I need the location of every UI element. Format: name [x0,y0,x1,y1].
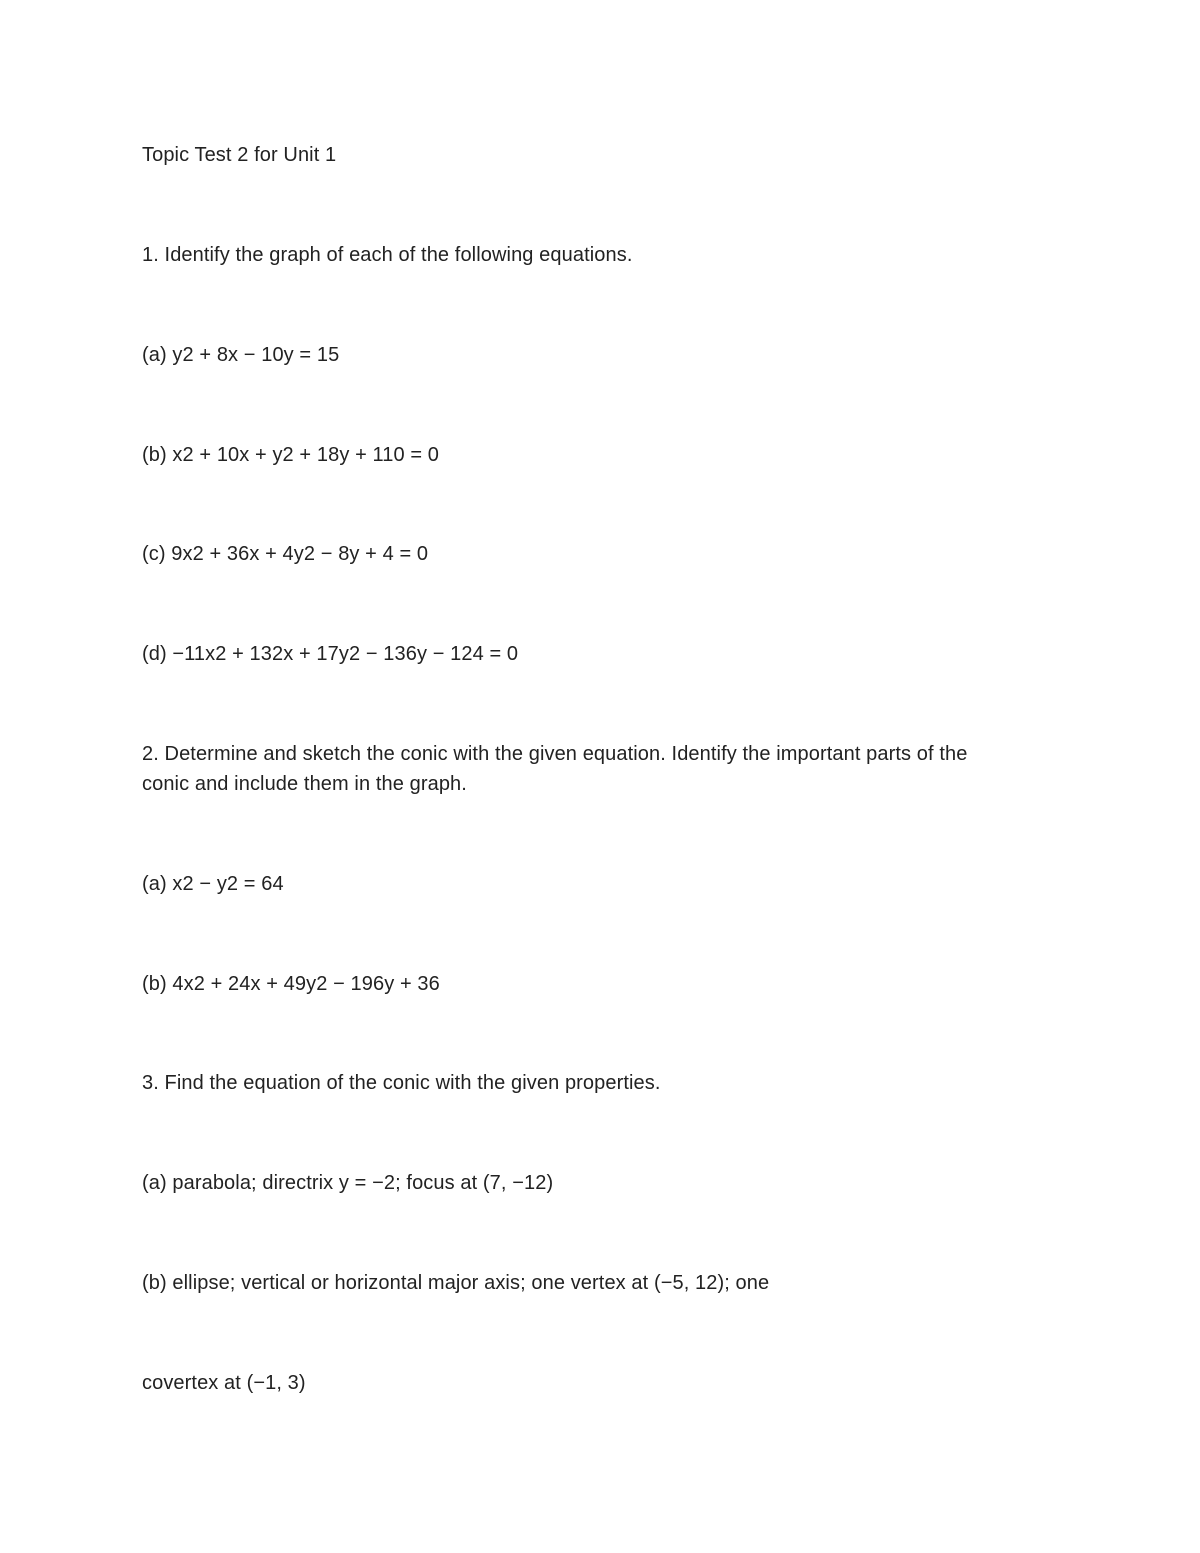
question-1a: (a) y2 + 8x − 10y = 15 [142,344,340,366]
question-3a: (a) parabola; directrix y = −2; focus at (7, −12) [142,1172,554,1194]
question-2a: (a) x2 − y2 = 64 [142,873,284,895]
question-1-prompt: 1. Identify the graph of each of the following equations. [142,244,633,266]
question-1d: (d) −11x2 + 132x + 17y2 − 136y − 124 = 0 [142,643,519,665]
question-1c: (c) 9x2 + 36x + 4y2 − 8y + 4 = 0 [142,543,429,565]
question-1b: (b) x2 + 10x + y2 + 18y + 110 = 0 [142,444,440,466]
question-2-prompt-line-2: conic and include them in the graph. [142,773,467,795]
question-3b-line-1: (b) ellipse; vertical or horizontal major axis; one vertex at (−5, 12); one [142,1272,770,1294]
page-title: Topic Test 2 for Unit 1 [142,144,337,166]
question-3-prompt: 3. Find the equation of the conic with the given properties. [142,1072,661,1094]
question-2-prompt-line-1: 2. Determine and sketch the conic with the given equation. Identify the important parts of the [142,743,968,765]
question-3b-line-2: covertex at (−1, 3) [142,1372,306,1394]
question-2b: (b) 4x2 + 24x + 49y2 − 196y + 36 [142,973,440,995]
